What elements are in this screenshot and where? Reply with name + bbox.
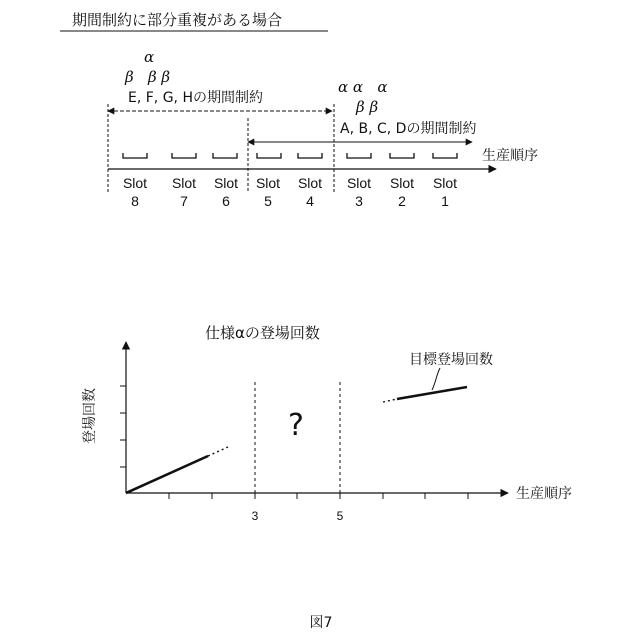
slot-word: Slot	[256, 175, 280, 191]
slot-bracket	[123, 153, 147, 158]
efgh-greek-beta: β β β	[124, 68, 170, 86]
target-line	[397, 387, 467, 399]
target-leader-line	[432, 368, 440, 390]
spec-alpha-chart	[81, 324, 572, 523]
efgh-greek-alpha: α	[144, 48, 154, 66]
slot-brackets	[123, 153, 457, 158]
unknown-marker: ?	[288, 408, 304, 443]
slot-bracket	[347, 153, 371, 158]
abcd-greek-alpha: α α α	[338, 78, 387, 96]
y-axis-label: 登場回数	[81, 388, 98, 444]
slot-word: Slot	[298, 175, 322, 191]
efgh-constraint-label: E, F, G, Hの期間制約	[128, 90, 263, 106]
slot-word: Slot	[390, 175, 414, 191]
slot-word: Slot	[123, 175, 147, 191]
slot-number: 6	[222, 193, 230, 209]
slot-number: 2	[398, 193, 406, 209]
figure-label: 図7	[310, 615, 333, 631]
slot-bracket	[298, 153, 322, 158]
slot-number: 3	[355, 193, 363, 209]
target-label: 目標登場回数	[409, 351, 493, 368]
x-ticks	[169, 493, 468, 499]
x-axis-label: 生産順序	[516, 485, 572, 502]
slot-number: 4	[306, 193, 314, 209]
production-order-label: 生産順序	[482, 147, 538, 164]
slot-bracket	[257, 153, 281, 158]
slot-bracket	[433, 153, 457, 158]
abcd-greek-beta: β β	[355, 98, 378, 116]
diagram-title: 期間制約に部分重複がある場合	[72, 11, 282, 29]
slot-word: Slot	[214, 175, 238, 191]
figure-canvas	[0, 0, 640, 640]
target-line-lead	[383, 399, 397, 402]
slot-labels	[123, 175, 457, 209]
chart-title: 仕様αの登場回数	[205, 324, 320, 342]
slot-number: 8	[131, 193, 139, 209]
count-line-start	[126, 456, 208, 493]
slot-word: Slot	[347, 175, 371, 191]
y-ticks	[120, 386, 126, 467]
slot-word: Slot	[433, 175, 457, 191]
x-tick-label-5: 5	[337, 509, 344, 523]
slot-bracket	[390, 153, 414, 158]
slot-number: 7	[180, 193, 188, 209]
x-tick-label-3: 3	[252, 509, 259, 523]
abcd-constraint-label: A, B, C, Dの期間制約	[340, 121, 476, 137]
slot-bracket	[172, 153, 196, 158]
slot-number: 5	[264, 193, 272, 209]
slot-bracket	[213, 153, 237, 158]
period-constraint-diagram	[108, 48, 538, 209]
slot-word: Slot	[172, 175, 196, 191]
count-line-start-continuation	[208, 447, 228, 456]
slot-number: 1	[441, 193, 449, 209]
